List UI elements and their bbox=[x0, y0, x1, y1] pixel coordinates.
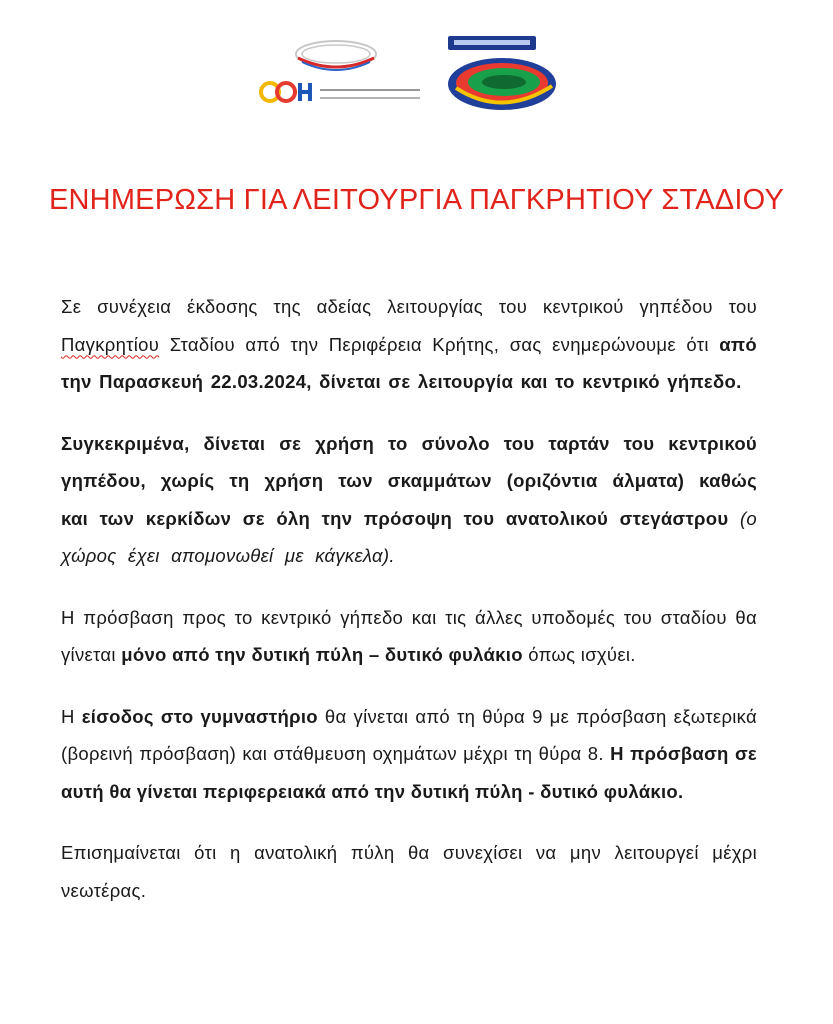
page-title: ΕΝΗΜΕΡΩΣΗ ΓΙΑ ΛΕΙΤΟΥΡΓΙΑ ΠΑΓΚΡΗΤΙΟΥ ΣΤΑΔΙΟΥ bbox=[49, 184, 784, 216]
bold-segment: μόνο από την δυτική πύλη – δυτικό φυλάκιο bbox=[121, 644, 523, 665]
stadium-arc-icon bbox=[296, 41, 376, 70]
announcement-body bbox=[61, 288, 757, 933]
logo-banner-text-shape bbox=[454, 40, 530, 45]
italic-segment: (ο χώρος έχει απομονωθεί με κάγκελα). bbox=[61, 507, 757, 566]
paragraph-east-gate bbox=[61, 834, 757, 909]
paragraph-license bbox=[61, 288, 757, 401]
text-segment: θα γίνεται από τη θύρα 9 με πρόσβαση εξωτερικά (βορεινή πρόσβαση) και στάθμευση οχημάτων μέχρι τη θύρα 8. bbox=[61, 705, 757, 764]
text-segment: Σε συνέχεια έκδοσης της αδείας λειτουργίας του κεντρικού γηπέδου του bbox=[61, 296, 757, 317]
misspelled-word: Παγκρητίου bbox=[61, 333, 160, 355]
text-segment: Η πρόσβαση προς το κεντρικό γήπεδο και τις άλλες υποδομές του σταδίου θα γίνεται bbox=[61, 606, 757, 665]
aah-mark bbox=[261, 83, 312, 101]
stadium-bowl-icon bbox=[448, 58, 556, 110]
logo-bar bbox=[0, 28, 833, 118]
text-segment: Η bbox=[61, 705, 82, 727]
bold-segment: είσοδος στο γυμναστήριο bbox=[81, 705, 318, 727]
text-segment: Επισημαίνεται ότι η ανατολική πύλη θα συνεχίσει να μην λειτουργεί μέχρι νεωτέρας. bbox=[61, 842, 757, 901]
bold-segment: Η πρόσβαση σε αυτή θα γίνεται περιφερειακά από την δυτική πύλη - δυτικό φυλάκιο. bbox=[61, 743, 757, 802]
text-segment: όπως ισχύει. bbox=[522, 644, 636, 665]
paragraph-usage bbox=[61, 425, 757, 575]
paragraph-gym bbox=[61, 698, 757, 811]
sport-development-logo bbox=[256, 32, 426, 112]
bold-segment: από την Παρασκευή 22.03.2024, δίνεται σε λειτουργία και το κεντρικό γήπεδο. bbox=[61, 333, 757, 392]
text-segment: Σταδίου από την Περιφέρεια Κρήτης, σας ενημερώνουμε ότι bbox=[159, 333, 720, 355]
bold-segment: Συγκεκριμένα, δίνεται σε χρήση το σύνολο του ταρτάν του κεντρικού γηπέδου, χωρίς τη χρήση των σκαμμάτων (οριζόντια άλματα) καθώς και των κερκίδων σε όλη την πρόσοψη του ανατολικού στεγάστρου bbox=[61, 432, 757, 529]
paragraph-access bbox=[61, 599, 757, 674]
pankrition-stadium-logo bbox=[440, 28, 570, 118]
